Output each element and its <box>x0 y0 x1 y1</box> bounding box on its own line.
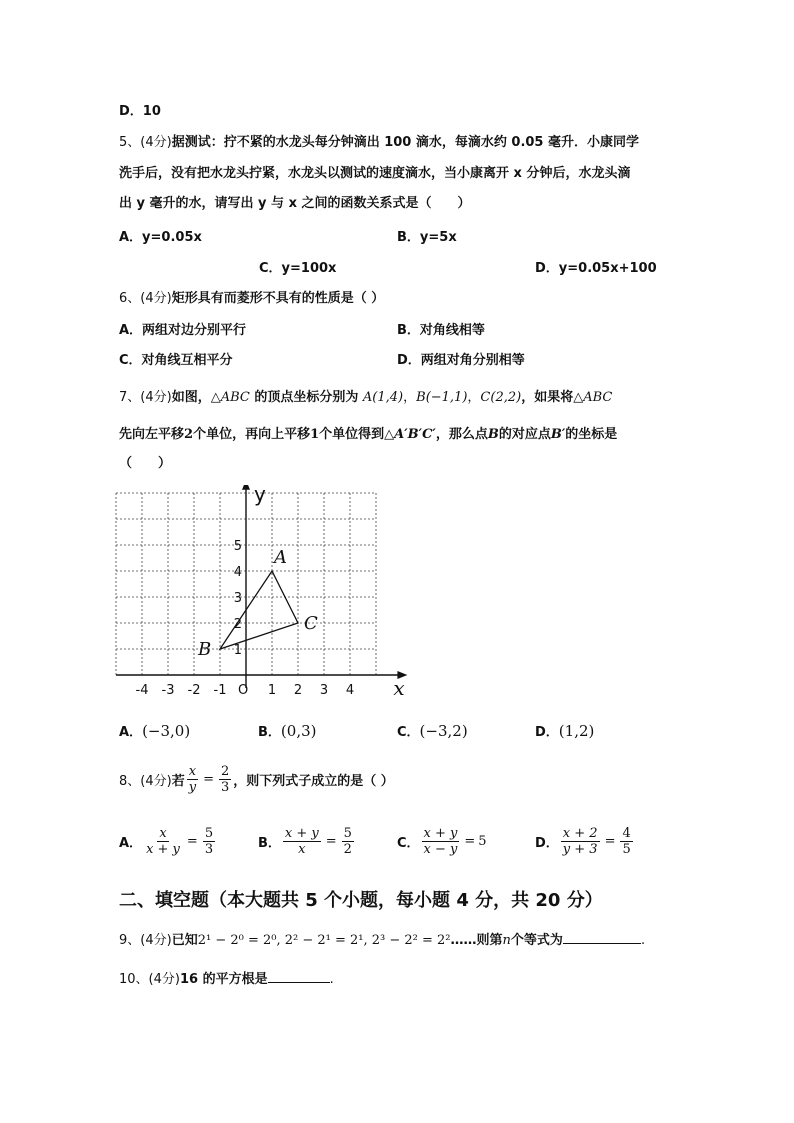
coordinate-graph <box>110 485 420 705</box>
y-axis-arrow <box>242 485 250 490</box>
triangle-outline <box>220 571 298 649</box>
x-axis-label: x <box>393 676 405 700</box>
q7-triangle-prime: △A′B′C′ <box>384 427 436 442</box>
q8-option-d-lhs <box>561 826 600 857</box>
q8-cond-den: y <box>188 780 197 795</box>
q9-stem <box>119 929 645 950</box>
y-tick-label: 3 <box>233 591 242 606</box>
q6-stem <box>119 290 384 308</box>
q10-stem <box>119 968 334 989</box>
q7-text-h: 的对应点 <box>498 427 551 442</box>
q8-c-den: x − y <box>423 842 458 857</box>
q8-option-b: B． $\frac{x + y}{x}$ = $\frac{5}{2}$ <box>258 826 352 857</box>
q7-point-c: C(2,2) <box>480 390 522 405</box>
q6-option-b: B．对角线相等 <box>397 323 485 338</box>
q9-text-a: 已知 <box>171 933 198 948</box>
q7-point-b: B(−1,1) <box>416 390 468 405</box>
q7-text-b: 的顶点坐标分别为 <box>249 390 363 405</box>
q8-b-num: x + y <box>284 826 319 841</box>
q7-triangle-2: △ABC <box>573 390 613 405</box>
q9-prefix: 9、(4分) <box>119 933 172 948</box>
q5-option-d: D．y=0.05x+100 <box>535 261 657 276</box>
q9-n: n <box>502 933 511 948</box>
q8-text-b: ，则下列式子成立的是（ ） <box>233 774 394 789</box>
q8-option-a-rhs <box>203 826 215 857</box>
q7-line3: （ ） <box>119 456 172 471</box>
q7-text-f: 个单位得到 <box>319 427 385 442</box>
q8-a-rnum: 5 <box>204 826 214 841</box>
q7-num-2: 2 <box>184 427 194 442</box>
q8-condition-lhs <box>187 764 198 795</box>
q8-d-num: x + 2 <box>562 826 598 841</box>
q9-text-b: ……则第 <box>450 933 503 948</box>
q8-stem: 8、(4分) 若 $\frac{x}{y}$ = $\frac{2}{3}$ ，则下列式子成立的是（ ） <box>119 764 394 795</box>
q8-b-rden: 2 <box>343 842 352 857</box>
q8-d-rden: 5 <box>622 842 631 857</box>
q7-text-i: 的坐标是 <box>565 427 618 442</box>
x-tick-label: -1 <box>213 683 227 698</box>
axes <box>116 485 407 700</box>
q8-option-a-lhs <box>144 826 182 857</box>
q8-option-b-rhs <box>342 826 354 857</box>
q5-option-c: C．y=100x <box>259 261 337 276</box>
q10-prefix: 10、(4分) <box>119 972 180 987</box>
q7-option-b-letter: B． <box>258 725 281 740</box>
q9-text-c: 个等式为 <box>510 933 563 948</box>
x-tick-label: -3 <box>161 683 175 698</box>
q7-point-a: A(1,4) <box>362 390 404 405</box>
q5-stem-line2: 洗手后，没有把水龙头拧紧，水龙头以测试的速度滴水，当小康离开 x 分钟后，水龙头滴 <box>119 166 631 181</box>
q6-option-d: D．两组对角分别相等 <box>397 353 525 368</box>
q8-cond-rden: 3 <box>220 780 230 795</box>
triangle-abc <box>197 547 318 660</box>
q8-a-rden: 3 <box>204 842 214 857</box>
x-tick-label: 1 <box>267 683 277 698</box>
section-title: 二、填空题（本大题共 5 个小题，每小题 4 分，共 20 分） <box>119 890 603 911</box>
q8-option-a-letter: A． <box>119 836 143 851</box>
q5-option-a: A．y=0.05x <box>119 230 202 245</box>
q8-prefix: 8、(4分) <box>119 774 172 789</box>
q7-num-1: 1 <box>310 427 320 442</box>
q8-c-num: x + y <box>423 826 458 841</box>
q7-option-a <box>119 722 190 742</box>
q6-prefix: 6、(4分) <box>119 291 172 306</box>
vertex-label-b: B <box>198 639 212 660</box>
q8-cond-num: x <box>188 764 197 779</box>
x-tick-label: -4 <box>135 683 149 698</box>
q7-prefix: 7、(4分) <box>119 390 172 405</box>
q8-option-c-lhs <box>422 826 460 857</box>
q7-line1: 7、(4分)如图，△ABC 的顶点坐标分别为 A(1,4)，B(−1,1)，C(2,2)，如果将△ABC <box>119 390 613 405</box>
q8-d-rnum: 4 <box>622 826 631 841</box>
vertex-label-a: A <box>274 547 287 568</box>
q7-text-g: ，那么点 <box>435 427 488 442</box>
q10-answer-blank[interactable] <box>268 968 330 983</box>
q7-text-a: 如图， <box>171 390 211 405</box>
q8-option-d: D． $\frac{x + 2}{y + 3}$ = $\frac{4}{5}$ <box>535 826 631 857</box>
q7-point-b-ref: B <box>487 427 499 442</box>
q8-a-den: x + y <box>146 842 180 857</box>
q7-option-c <box>397 722 468 742</box>
q9-answer-blank[interactable] <box>563 929 641 944</box>
q8-option-c-letter: C． <box>397 836 420 851</box>
q8-option-a: A． $\frac{x}{x + y}$ = $\frac{5}{3}$ <box>119 826 214 857</box>
x-tick-label: -2 <box>187 683 201 698</box>
q7-option-c-letter: C． <box>397 725 420 740</box>
vertex-label-c: C <box>304 613 318 634</box>
q8-option-b-lhs <box>283 826 321 857</box>
y-tick-label: 2 <box>233 617 242 632</box>
q8-option-d-letter: D． <box>535 836 559 851</box>
y-tick-label: 5 <box>233 539 242 554</box>
q10-end: . <box>329 972 334 987</box>
q7-option-d-value: (1,2) <box>558 722 595 740</box>
q7-line2 <box>119 426 617 444</box>
q8-option-d-rhs <box>620 826 632 857</box>
q10-text: 16 的平方根是 <box>179 972 268 987</box>
q7-text-d: 先向左平移 <box>119 427 185 442</box>
q5-prefix: 5、(4分) <box>119 135 172 150</box>
q7-option-d <box>535 722 594 742</box>
origin-label: O <box>238 683 249 698</box>
x-tick-label: 3 <box>319 683 329 698</box>
q8-b-rnum: 5 <box>343 826 352 841</box>
y-tick-label: 4 <box>233 565 242 580</box>
q7-option-b-value: (0,3) <box>280 722 317 740</box>
q4-option-d: D．10 <box>119 104 161 119</box>
q5-stem-line1: 据测试：拧不紧的水龙头每分钟滴出 100 滴水，每滴水约 0.05 毫升．小康同学 <box>171 135 640 150</box>
q6-option-a: A．两组对边分别平行 <box>119 323 247 338</box>
q6-option-c: C．对角线互相平分 <box>119 353 233 368</box>
q7-option-a-letter: A． <box>119 725 143 740</box>
q7-option-a-value: (−3,0) <box>142 722 191 740</box>
q8-a-num: x <box>159 826 167 841</box>
q7-text-e: 个单位，再向上平移 <box>193 427 311 442</box>
q9-expression: 2¹ − 2⁰ = 2⁰, 2² − 2¹ = 2¹, 2³ − 2² = 2² <box>197 933 451 948</box>
q8-d-den: y + 3 <box>562 842 598 857</box>
q9-end: . <box>640 933 646 948</box>
q5-stem-line3: 出 y 毫升的水，请写出 y 与 x 之间的函数关系式是（ ） <box>119 196 471 211</box>
q8-cond-rnum: 2 <box>220 764 230 779</box>
q8-option-c: C． $\frac{x + y}{x - y}$ = 5 <box>397 826 487 857</box>
y-tick-label: 1 <box>233 643 242 658</box>
q5-line1 <box>119 134 639 152</box>
q7-option-d-letter: D． <box>535 725 559 740</box>
x-tick-label: 4 <box>345 683 355 698</box>
q6-stem-text: 矩形具有而菱形不具有的性质是（ ） <box>171 291 385 306</box>
q7-point-b-prime: B′ <box>550 427 566 442</box>
q8-option-b-letter: B． <box>258 836 281 851</box>
y-axis-label: y <box>254 485 266 506</box>
q7-triangle: △ABC <box>210 390 250 405</box>
q8-b-den: x <box>298 842 306 857</box>
q8-text-a: 若 <box>171 774 185 789</box>
x-tick-label: 2 <box>293 683 303 698</box>
q8-c-rhs: 5 <box>478 834 487 849</box>
q7-text-c: ，如果将 <box>521 390 574 405</box>
q7-option-c-value: (−3,2) <box>419 722 468 740</box>
q8-condition-rhs <box>219 764 231 795</box>
q7-option-b <box>258 722 316 742</box>
q5-option-b: B．y=5x <box>397 230 457 245</box>
